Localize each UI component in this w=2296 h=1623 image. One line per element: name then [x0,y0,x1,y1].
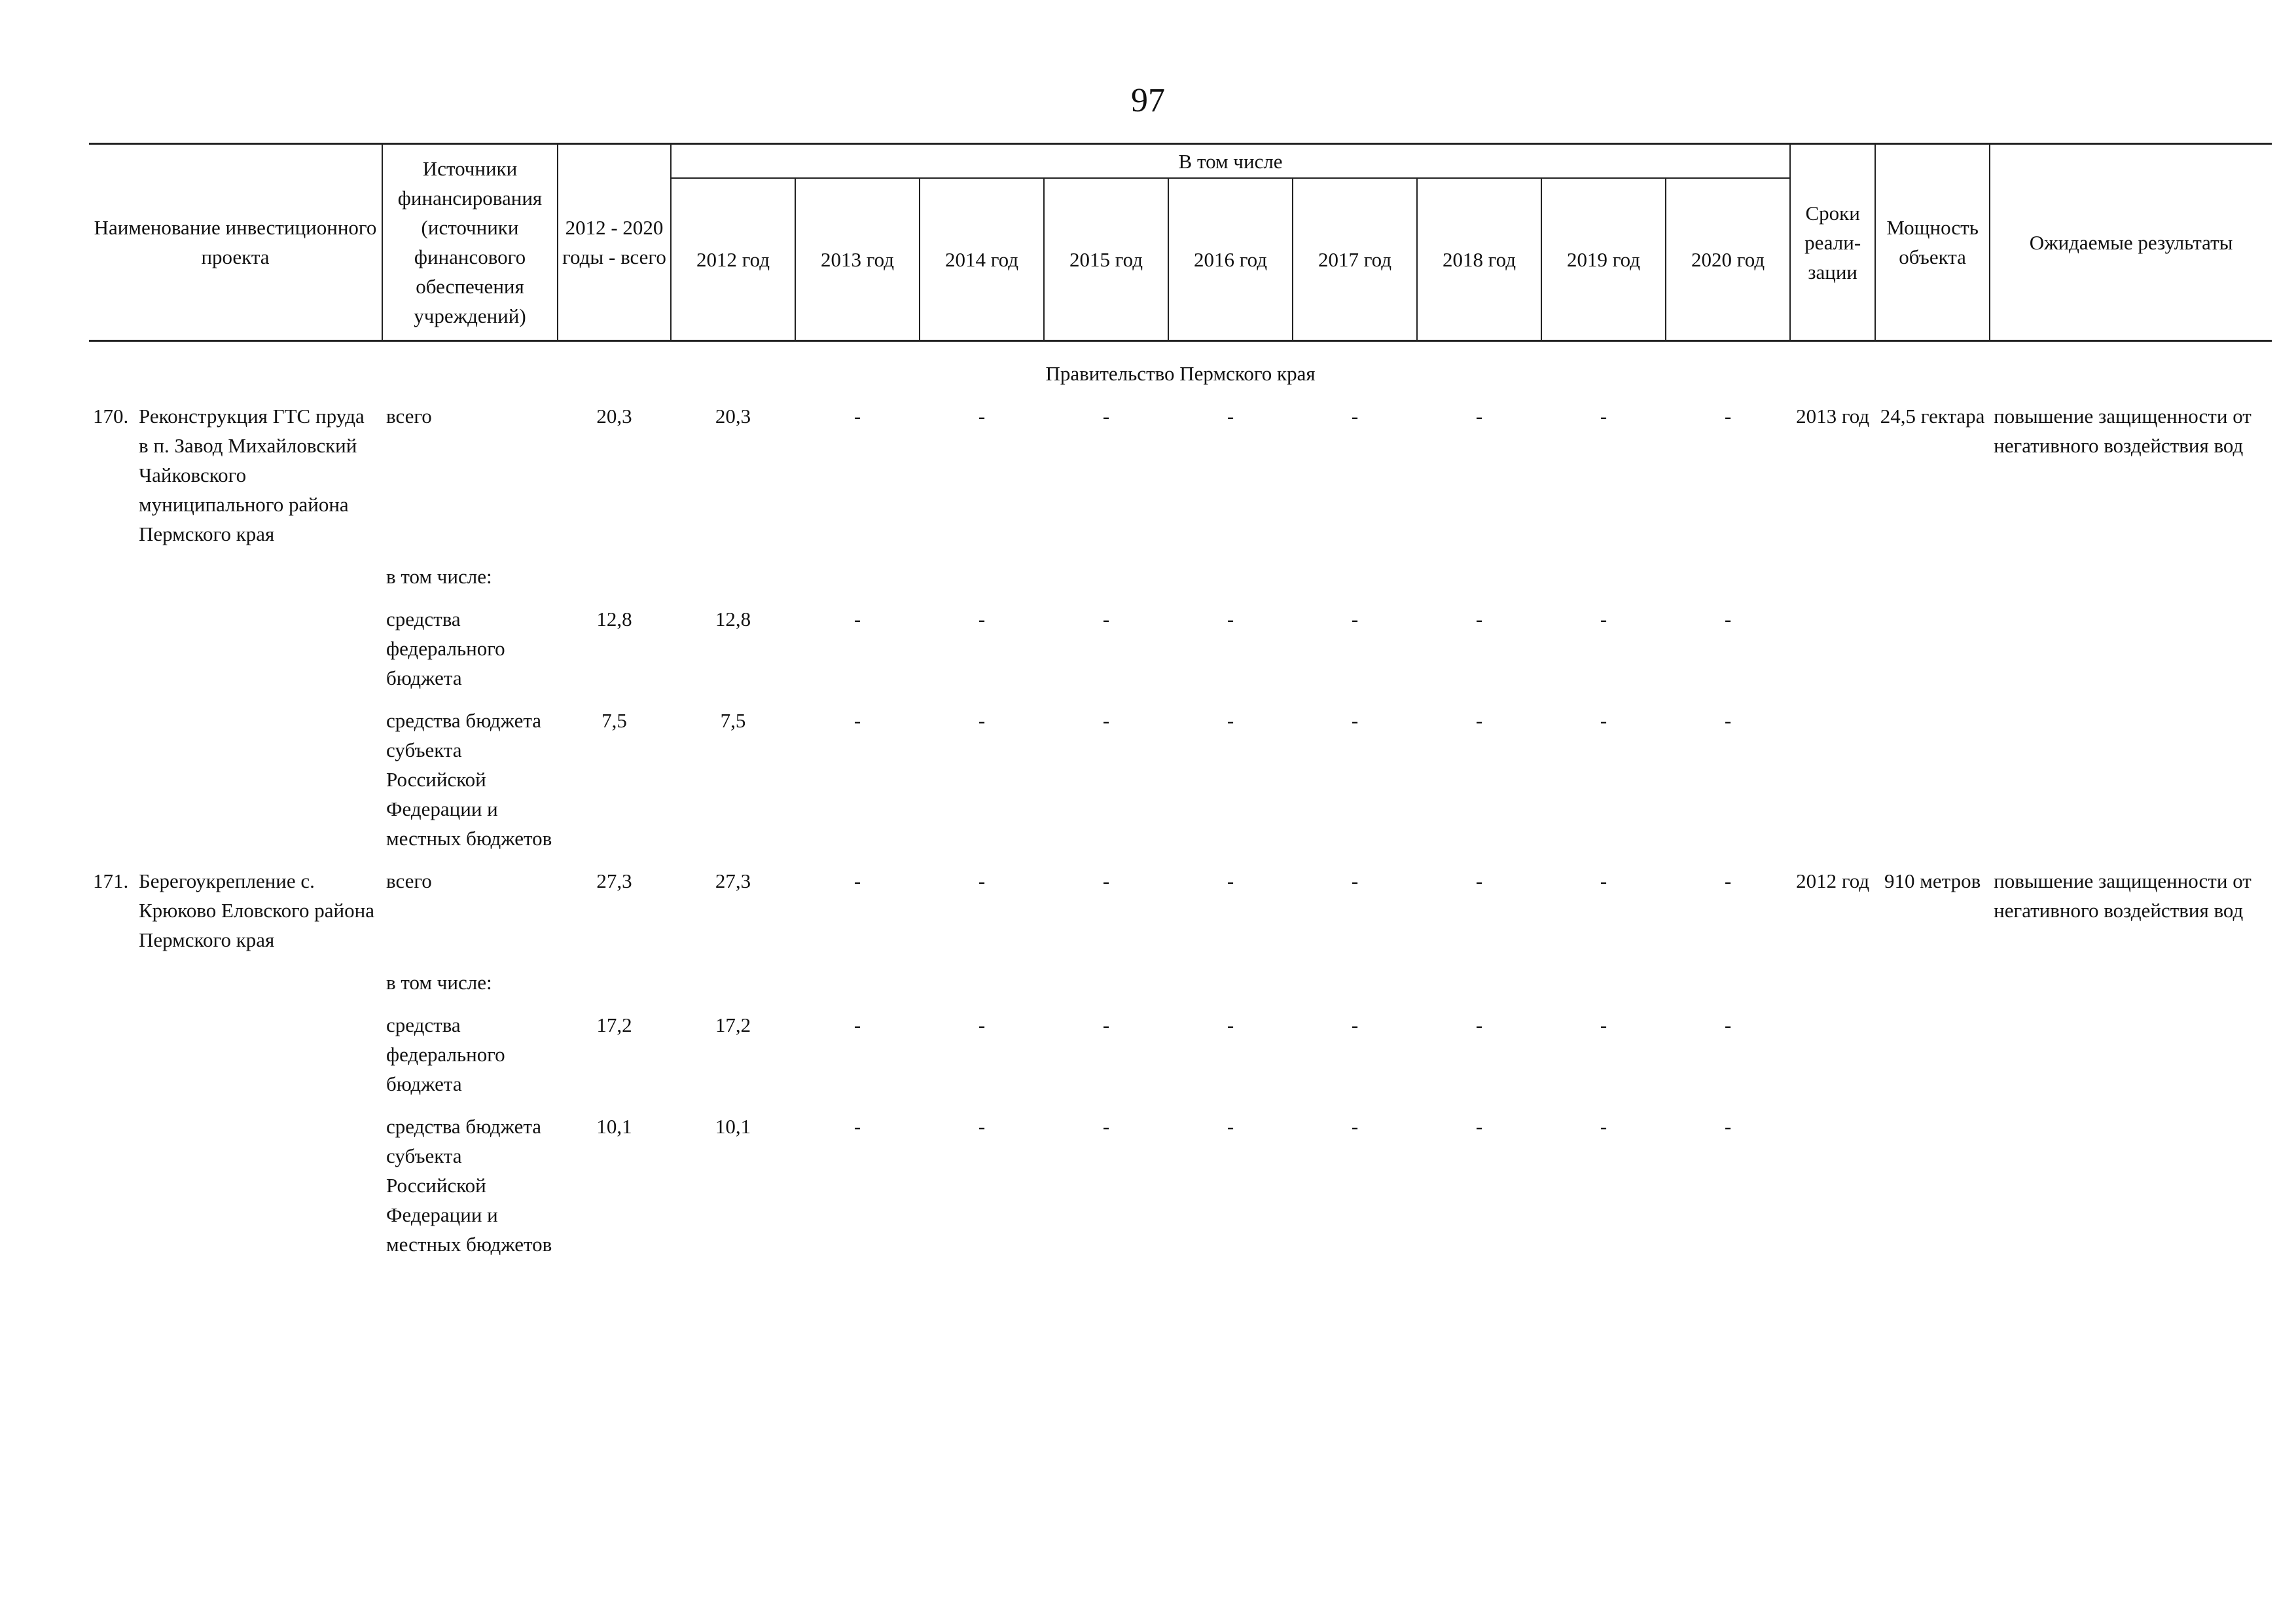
source-cell: средства бюджета субъекта Российской Федерации и местных бюджетов [386,1115,552,1256]
year-cell: - [1227,608,1234,630]
year-cell: - [1102,608,1110,630]
project-name-cell [89,396,382,556]
year-cell: - [1600,1013,1607,1036]
year-cell: - [1227,405,1234,428]
year-cell: - [1475,608,1483,630]
including-label: в том числе: [386,565,492,588]
total-cell: 12,8 [596,608,632,630]
header-including: В том числе [671,144,1790,179]
year-cell: - [1351,1115,1359,1138]
table-row [89,599,2272,701]
table-row [89,1106,2272,1267]
year-cell: - [978,1013,986,1036]
header-year: 2017 год [1293,178,1417,341]
total-cell: 17,2 [596,1013,632,1036]
result-cell: повышение защищенности от негативного воздействия вод [1994,405,2251,457]
header-year: 2016 год [1168,178,1293,341]
year-cell: - [853,405,861,428]
table-header [89,144,2272,341]
year-cell: - [853,1115,861,1138]
year-cell: - [1351,869,1359,892]
header-year: 2013 год [795,178,920,341]
table-row [89,701,2272,861]
including-label: в том числе: [386,971,492,994]
source-cell: средства федерального бюджета [386,1013,505,1095]
result-cell: повышение защищенности от негативного воздействия вод [1994,869,2251,922]
source-cell: средства федерального бюджета [386,608,505,689]
year-cell: - [1724,1115,1732,1138]
header-name: Наименование инвестиционного проекта [89,144,382,341]
page-number: 97 [1131,82,1165,119]
header-year: 2018 год [1417,178,1541,341]
year-cell: - [853,869,861,892]
header-capacity: Мощность объекта [1875,144,1990,341]
header-year: 2020 год [1666,178,1790,341]
year-cell: - [853,608,861,630]
table-row [89,396,2272,556]
year-cell: - [1102,1115,1110,1138]
year-cell: 27,3 [715,869,751,892]
project-number: 171. [93,869,129,892]
year-cell: - [1227,709,1234,732]
project-name-cell [89,861,382,962]
year-cell: - [1227,869,1234,892]
year-cell: 7,5 [720,709,746,732]
year-cell: - [1724,1013,1732,1036]
year-cell: - [1351,608,1359,630]
project-name: Реконструкция ГТС пруда в п. Завод Михайловский Чайковского муниципального района Пермского края [139,405,365,545]
table-row [89,861,2272,962]
total-cell: 27,3 [596,869,632,892]
year-cell: - [1724,608,1732,630]
header-term: Сроки реали- зации [1790,144,1875,341]
year-cell: 12,8 [715,608,751,630]
year-cell: - [1475,1115,1483,1138]
table-row [89,1005,2272,1106]
year-cell: - [1227,1013,1234,1036]
year-cell: - [1724,405,1732,428]
year-cell: - [1351,1013,1359,1036]
header-year: 2019 год [1541,178,1666,341]
year-cell: - [853,709,861,732]
header-year: 2015 год [1044,178,1168,341]
total-cell: 7,5 [601,709,627,732]
total-cell: 10,1 [596,1115,632,1138]
header-year: 2012 год [671,178,795,341]
project-number: 170. [93,405,129,428]
total-cell: 20,3 [596,405,632,428]
table-body [89,341,2272,1267]
year-cell: - [1227,1115,1234,1138]
year-cell: - [1102,405,1110,428]
year-cell: - [1102,869,1110,892]
section-title: Правительство Пермского края [1045,362,1316,385]
term-cell: 2012 год [1796,869,1870,892]
capacity-cell: 910 метров [1884,869,1981,892]
source-cell: всего [386,869,432,892]
year-cell: - [1475,1013,1483,1036]
year-cell: - [978,709,986,732]
year-cell: - [1600,608,1607,630]
header-results: Ожидаемые результаты [1990,144,2272,341]
year-cell: - [1351,709,1359,732]
term-cell: 2013 год [1796,405,1870,428]
year-cell: - [1724,869,1732,892]
year-cell: 10,1 [715,1115,751,1138]
source-cell: всего [386,405,432,428]
table-row [89,962,2272,1005]
year-cell: - [978,405,986,428]
year-cell: 20,3 [715,405,751,428]
year-cell: - [1475,869,1483,892]
year-cell: - [1600,405,1607,428]
year-cell: - [1600,709,1607,732]
year-cell: - [978,608,986,630]
year-cell: - [1600,1115,1607,1138]
year-cell: - [1600,869,1607,892]
year-cell: - [1351,405,1359,428]
year-cell: - [1102,1013,1110,1036]
year-cell: - [1724,709,1732,732]
year-cell: - [1475,709,1483,732]
header-sources: Источники финансирования (источники финансового обеспечения учреждений) [382,144,558,341]
header-year: 2014 год [920,178,1044,341]
year-cell: - [1475,405,1483,428]
year-cell: - [978,869,986,892]
header-total: 2012 - 2020 годы - всего [558,144,671,341]
project-name: Берегоукрепление с. Крюково Еловского района Пермского края [139,869,374,951]
year-cell: 17,2 [715,1013,751,1036]
year-cell: - [853,1013,861,1036]
investment-projects-table [89,143,2272,1267]
source-cell: средства бюджета субъекта Российской Федерации и местных бюджетов [386,709,552,850]
table-row [89,556,2272,599]
year-cell: - [978,1115,986,1138]
year-cell: - [1102,709,1110,732]
capacity-cell: 24,5 гектара [1880,405,1985,428]
section-row [89,341,2272,397]
